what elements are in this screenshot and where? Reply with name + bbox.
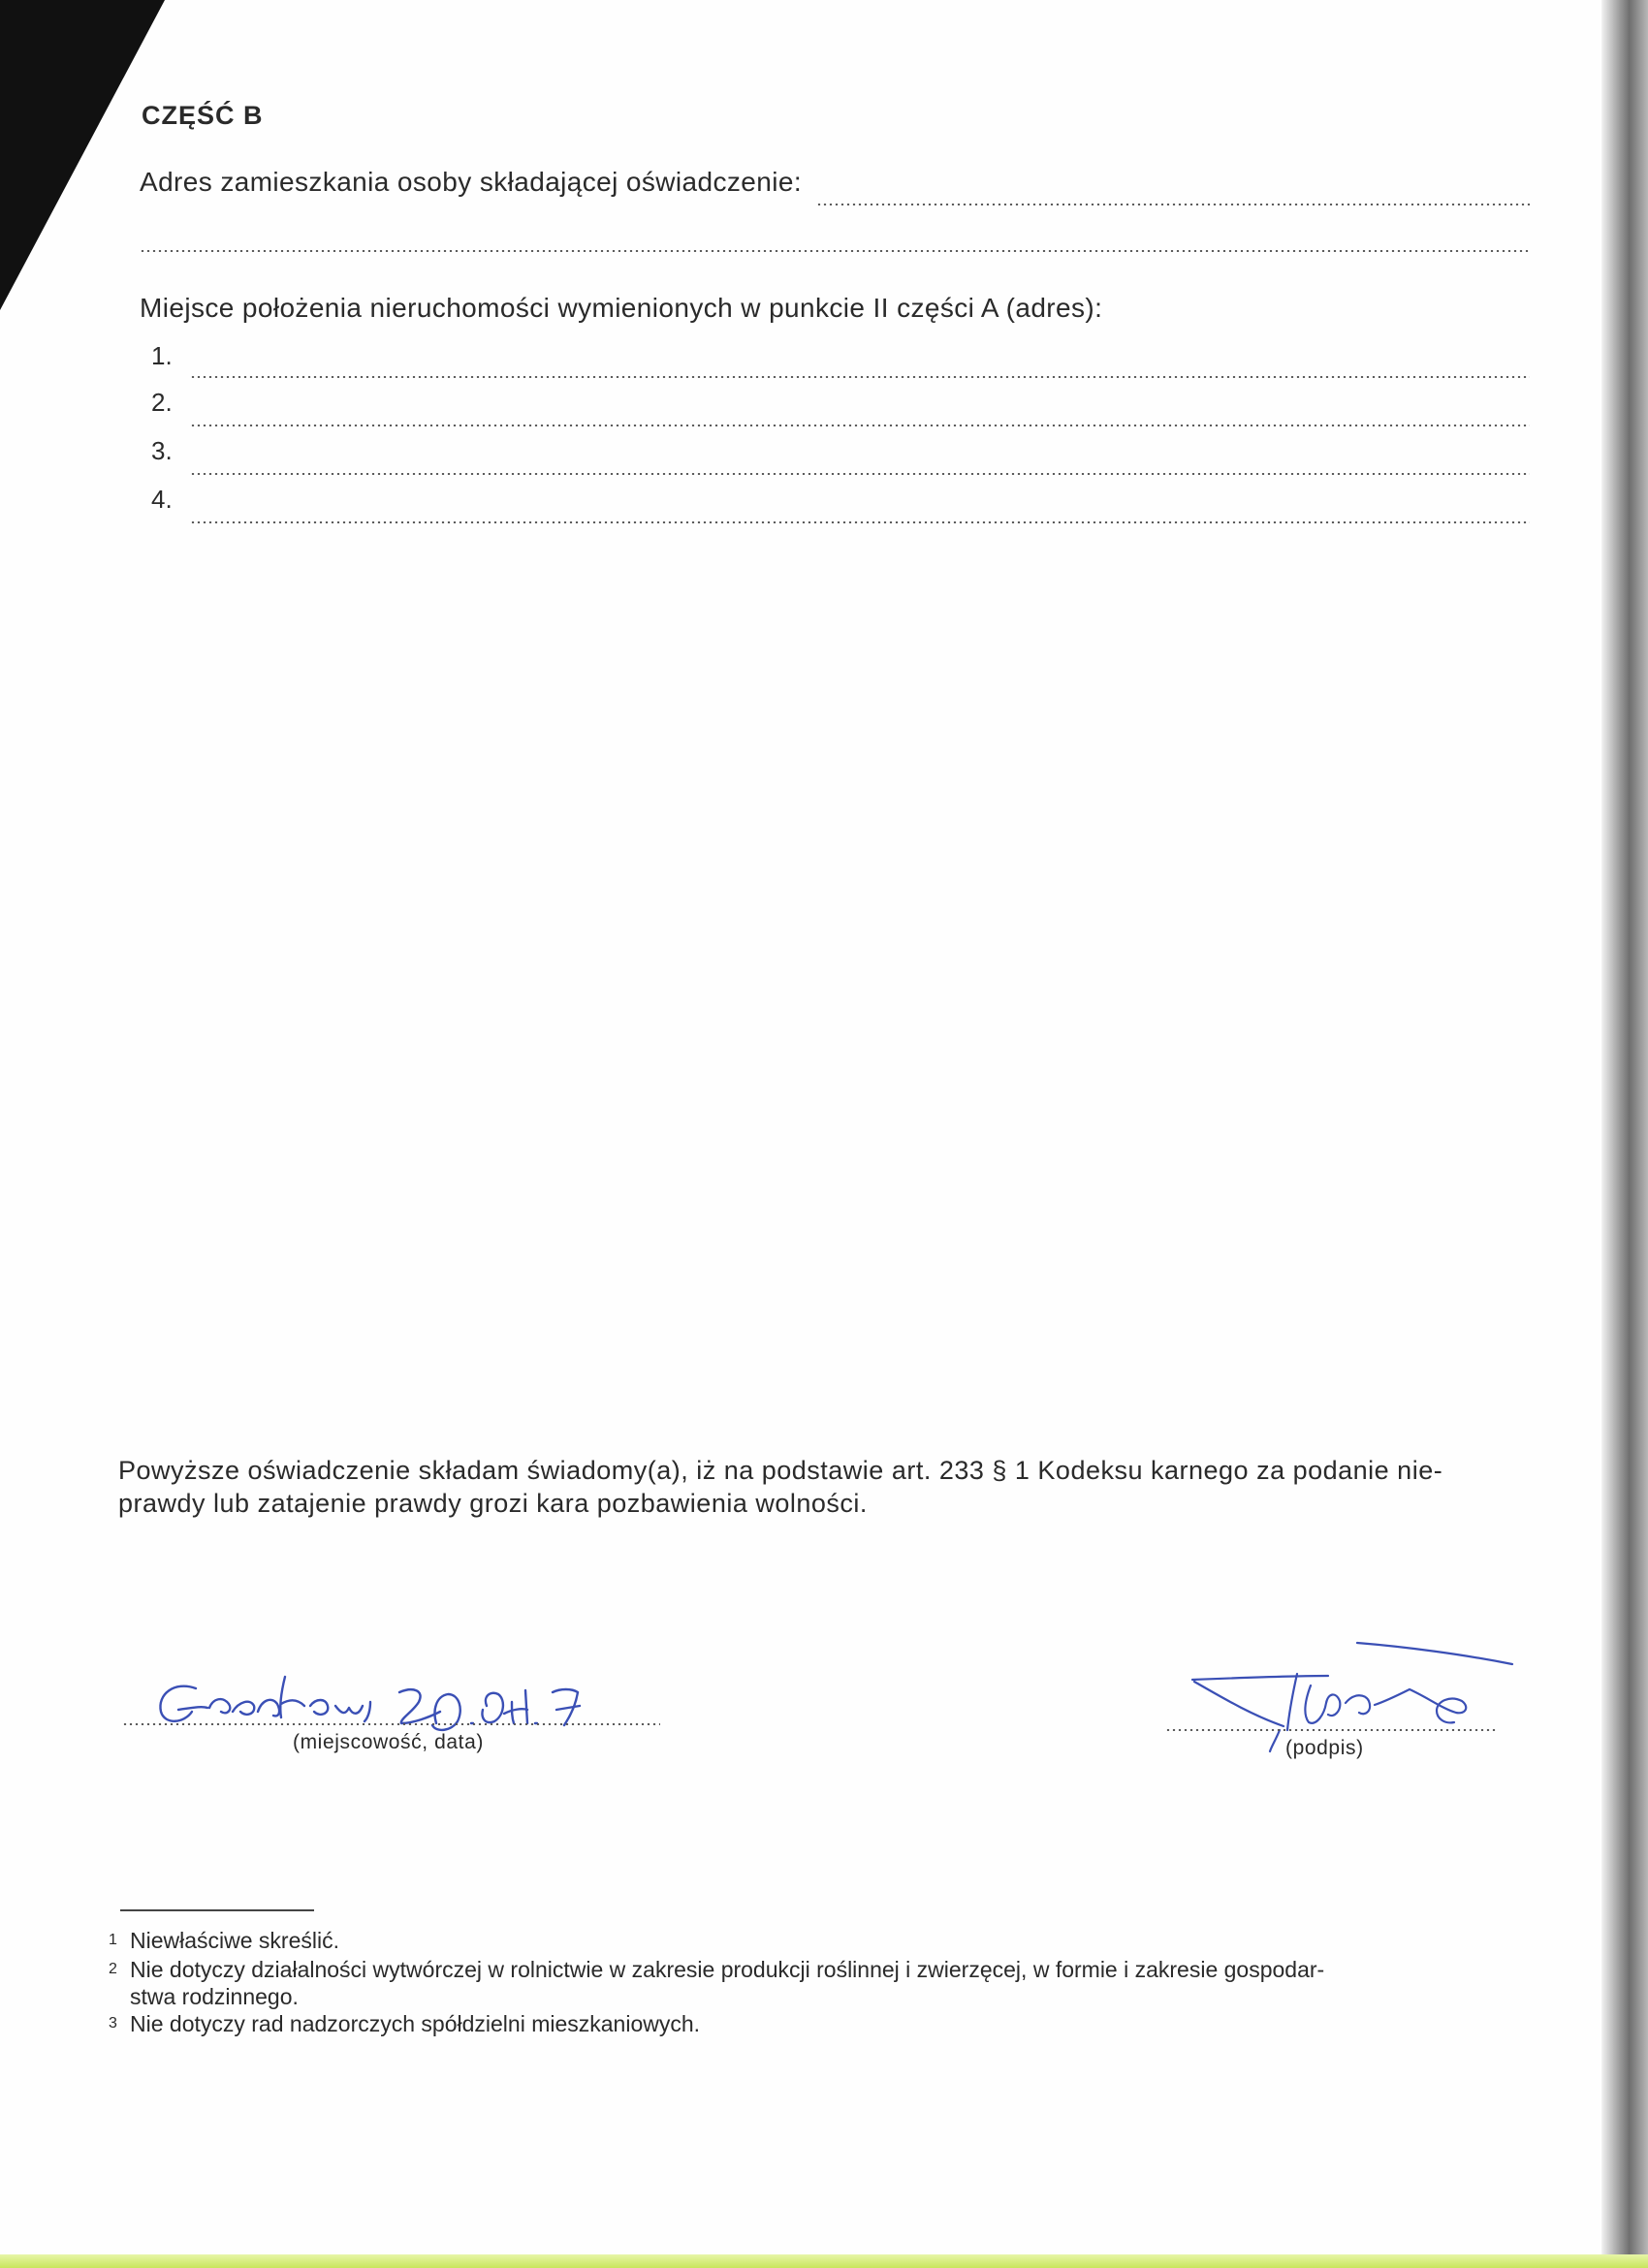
footnote-text: Nie dotyczy rad nadzorczych spółdzielni mieszkaniowych. [130,2011,701,2036]
footnote [109,2010,1514,2037]
address-label: Adres zamieszkania osoby składającej oświadczenie: [140,167,803,197]
footnote [109,1927,1514,1954]
property-item-number: 3. [151,436,173,465]
property-dotted-line [190,521,1530,523]
section-title: CZĘŚĆ B [142,101,264,130]
footnote-mark: 1 [109,1932,117,1948]
footnote-divider [120,1909,314,1911]
signature-caption: (podpis) [1285,1737,1364,1759]
property-label: Miejsce położenia nieruchomości wymienionych w punkcie II części A (adres): [140,293,1103,323]
legal-statement [118,1454,1514,1520]
footnote-mark: 2 [109,1961,117,1977]
address-dotted-line-2 [140,250,1530,252]
footnote [109,1956,1514,2010]
property-dotted-line [190,473,1530,475]
footnote-text: Niewłaściwe skreślić. [130,1928,339,1953]
legal-statement-line: Powyższe oświadczenie składam świadomy(a), iż na podstawie art. 233 § 1 Kodeksu karnego za podanie nie- [118,1456,1443,1485]
footnote-text: Nie dotyczy działalności wytwórczej w rolnictwie w zakresie produkcji roślinnej i zwierzęcej, w formie i zakresie gospodar- [130,1957,1325,1982]
scan-edge-left [0,0,174,320]
property-dotted-line [190,425,1530,426]
property-item-number: 4. [151,485,173,514]
property-dotted-line [190,376,1530,378]
footnote-continuation: stwa rodzinnego. [130,1984,299,2009]
property-item-number: 1. [151,341,173,370]
scan-edge-bottom [0,2254,1648,2268]
address-dotted-line-1 [816,204,1530,205]
legal-statement-line: prawdy lub zatajenie prawdy grozi kara pozbawienia wolności. [118,1489,868,1518]
footnote-mark: 3 [109,2015,117,2032]
scan-edge-right [1601,0,1648,2268]
signature-dotted-line [1165,1729,1497,1731]
place-date-dotted-line [122,1723,660,1725]
property-item-number: 2. [151,388,173,417]
place-date-caption: (miejscowość, data) [293,1731,484,1753]
